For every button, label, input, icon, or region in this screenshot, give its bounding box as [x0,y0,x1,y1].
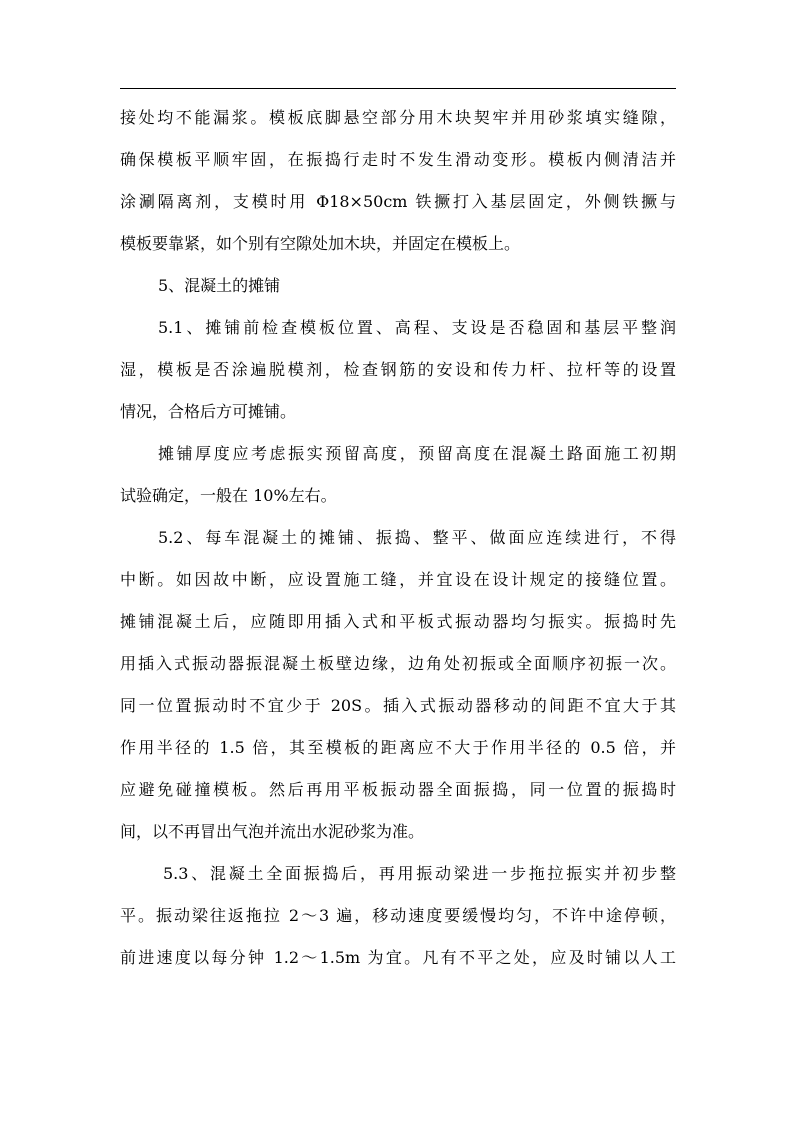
text-line: 5.1、摊铺前检查模板位置、高程、支设是否稳固和基层平整润 [158,318,676,337]
section-heading: 5、混凝土的摊铺 [158,276,281,295]
text-line: 涂涮隔离剂，支模时用 Φ18×50cm 铁撅打入基层固定，外侧铁撅与 [120,192,676,211]
text-line: 中断。如因故中断，应设置施工缝，并宜设在设计规定的接缝位置。 [120,570,676,589]
text-line: 确保模板平顺牢固，在振捣行走时不发生滑动变形。模板内侧清洁并 [120,150,676,169]
text-line: 前进速度以每分钟 1.2～1.5m 为宜。凡有不平之处，应及时铺以人工 [120,948,676,967]
text-line: 用插入式振动器振混凝土板壁边缘，边角处初振或全面顺序初振一次。 [120,654,676,673]
text-line: 接处均不能漏浆。模板底脚悬空部分用木块契牢并用砂浆填实缝隙， [120,108,676,127]
text-line: 间，以不再冒出气泡并流出水泥砂浆为准。 [120,822,425,841]
text-line: 应避免碰撞模板。然后再用平板振动器全面振捣，同一位置的振捣时 [120,780,676,799]
text-line: 湿，模板是否涂遍脱模剂，检查钢筋的安设和传力杆、拉杆等的设置 [120,360,676,379]
document-body [120,97,676,979]
text-line: 同一位置振动时不宜少于 20S。插入式振动器移动的间距不宜大于其 [120,696,676,715]
text-line: 试验确定，一般在 10%左右。 [120,486,337,505]
text-line: 情况，合格后方可摊铺。 [120,402,297,421]
text-line: 摊铺混凝土后，应随即用插入式和平板式振动器均匀振实。振捣时先 [120,612,676,631]
text-line: 模板要靠紧，如个别有空隙处加木块，并固定在模板上。 [120,234,521,253]
text-line: 5.2、每车混凝土的摊铺、振捣、整平、做面应连续进行，不得 [158,528,676,547]
text-line: 作用半径的 1.5 倍，其至模板的距离应不大于作用半径的 0.5 倍，并 [120,738,676,757]
header-rule [120,88,676,89]
text-line: 摊铺厚度应考虑振实预留高度，预留高度在混凝土路面施工初期 [158,444,676,463]
text-line: 平。振动梁往返拖拉 2～3 遍，移动速度要缓慢均匀，不许中途停顿， [120,906,676,925]
text-line: 5.3、混凝土全面振捣后，再用振动梁进一步拖拉振实并初步整 [163,864,676,883]
